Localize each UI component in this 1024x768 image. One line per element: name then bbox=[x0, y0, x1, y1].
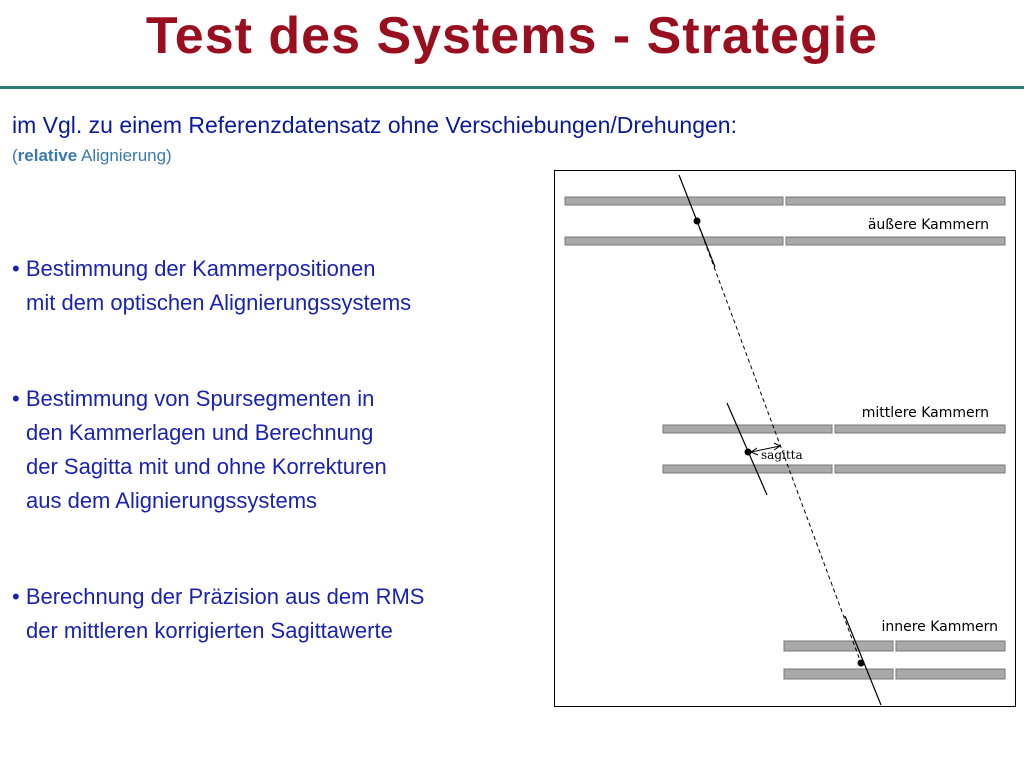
inner-chamber-bar bbox=[784, 669, 893, 679]
bullet-line: der mittleren korrigierten Sagittawerte bbox=[26, 618, 393, 643]
page-title: Test des Systems - Strategie bbox=[145, 7, 879, 65]
reference-track-line bbox=[697, 221, 861, 663]
outer-chamber-bar bbox=[786, 237, 1005, 245]
inner-chamber-bar bbox=[784, 641, 893, 651]
outer-chamber-bar bbox=[786, 197, 1005, 205]
bullet-line: • Bestimmung von Spursegmenten in bbox=[12, 386, 375, 411]
bullet-line: der Sagitta mit und ohne Korrekturen bbox=[26, 454, 387, 479]
alignment-note-bold: relative bbox=[17, 146, 78, 165]
alignment-note-open: ( bbox=[12, 146, 18, 165]
bullet-line: • Berechnung der Präzision aus dem RMS bbox=[12, 584, 425, 609]
sagitta-label: sagitta bbox=[761, 448, 803, 462]
title-divider bbox=[0, 86, 1024, 89]
bullet-precision-rms bbox=[12, 580, 424, 648]
bullet-track-segments bbox=[12, 382, 387, 518]
middle-chamber-bar bbox=[835, 465, 1005, 473]
middle-chamber-bar bbox=[663, 425, 832, 433]
inner-chambers-label: innere Kammern bbox=[881, 619, 998, 635]
outer-hit-point bbox=[694, 218, 701, 225]
inner-chamber-bar bbox=[896, 641, 1005, 651]
inner-chamber-bar bbox=[896, 669, 1005, 679]
alignment-note bbox=[12, 146, 172, 166]
outer-chambers-label: äußere Kammern bbox=[867, 217, 989, 233]
chamber-diagram-svg bbox=[555, 171, 1017, 708]
chamber-diagram bbox=[554, 170, 1016, 707]
middle-chamber-bar bbox=[663, 465, 832, 473]
bullet-line: aus dem Alignierungssystems bbox=[26, 488, 318, 513]
bullet-chamber-positions bbox=[12, 252, 411, 320]
outer-chamber-bar bbox=[565, 197, 783, 205]
intro-text: im Vgl. zu einem Referenzdatensatz ohne Verschiebungen/Drehungen: bbox=[12, 112, 737, 138]
bullet-line: • Bestimmung der Kammerpositionen bbox=[12, 256, 376, 281]
middle-chamber-bar bbox=[835, 425, 1005, 433]
bullet-line: mit dem optischen Alignierungssystems bbox=[26, 290, 412, 315]
outer-chamber-bar bbox=[565, 237, 783, 245]
middle-chambers-label: mittlere Kammern bbox=[861, 405, 989, 421]
inner-hit-point bbox=[858, 660, 865, 667]
alignment-note-rest: Alignierung) bbox=[77, 146, 172, 165]
bullet-line: den Kammerlagen und Berechnung bbox=[26, 420, 374, 445]
